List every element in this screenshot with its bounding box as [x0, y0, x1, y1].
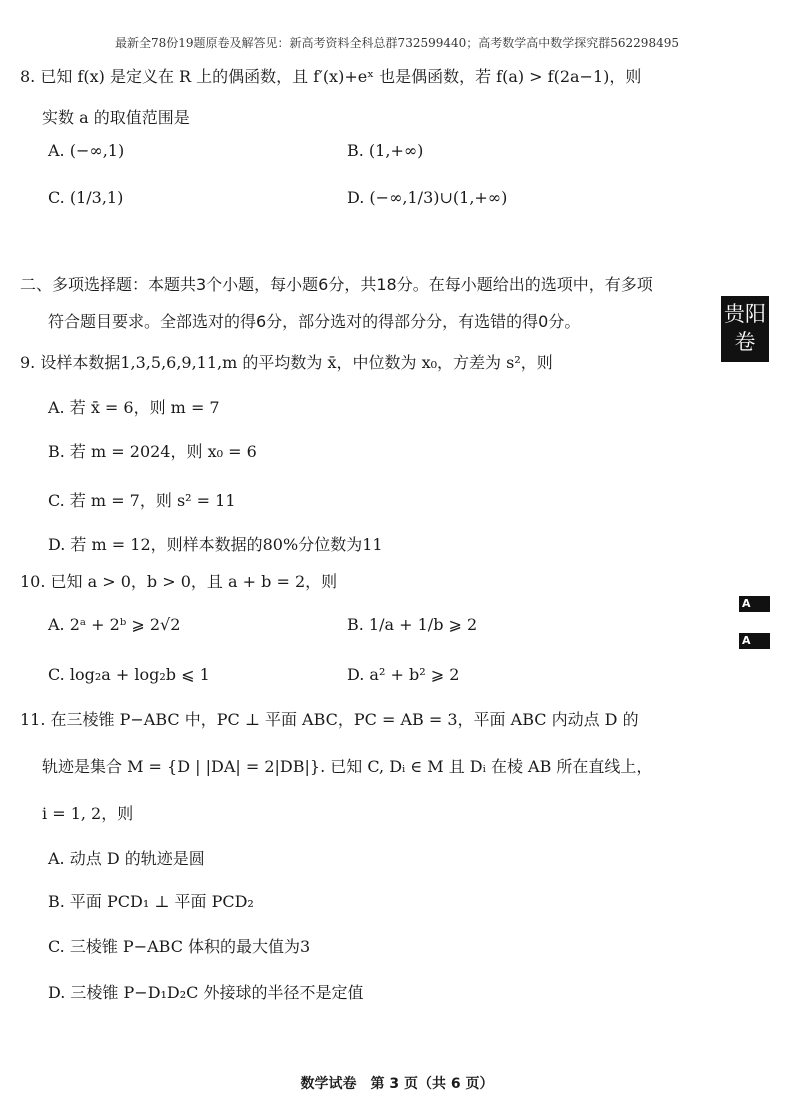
question-9-option-b: B. 若 m = 2024，则 x₀ = 6: [48, 442, 257, 461]
question-9-option-d: D. 若 m = 12，则样本数据的80%分位数为11: [48, 535, 383, 554]
page-header: 最新全78份19题原卷及解答见：新高考资料全科总群732599440；高考数学高中数学探究群562298495: [115, 36, 679, 50]
section-2-heading-line2: 符合题目要求。全部选对的得6分，部分选对的得部分分，有选错的得0分。: [48, 312, 581, 331]
question-11-stem-line3: i = 1, 2，则: [42, 804, 134, 823]
question-11-option-b: B. 平面 PCD₁ ⊥ 平面 PCD₂: [48, 892, 254, 911]
question-11-option-c: C. 三棱锥 P−ABC 体积的最大值为3: [48, 937, 311, 956]
side-mark-2: A: [739, 633, 770, 649]
question-10-option-d: D. a² + b² ⩾ 2: [347, 665, 460, 684]
region-tab-line2: 卷: [734, 330, 756, 354]
region-tab: [721, 296, 769, 362]
question-9-option-a: A. 若 x̄ = 6，则 m = 7: [48, 398, 220, 417]
question-8-option-b: B. (1,+∞): [347, 141, 424, 160]
question-11-option-d: D. 三棱锥 P−D₁D₂C 外接球的半径不是定值: [48, 983, 364, 1002]
question-11-stem-line2: 轨迹是集合 M = {D | |DA| = 2|DB|}. 已知 C, Dᵢ ∈ M 且 Dᵢ 在棱 AB 所在直线上，: [42, 757, 653, 776]
question-11-option-a: A. 动点 D 的轨迹是圆: [48, 849, 205, 868]
section-2-heading-line1: 二、多项选择题：本题共3个小题，每小题6分，共18分。在每小题给出的选项中，有多项: [20, 275, 653, 294]
question-10-option-b: B. 1/a + 1/b ⩾ 2: [347, 615, 478, 634]
question-8-option-a: A. (−∞,1): [48, 141, 125, 160]
question-8-option-c: C. (1/3,1): [48, 188, 124, 207]
question-10-stem: 10. 已知 a > 0，b > 0，且 a + b = 2，则: [20, 572, 338, 591]
question-10-option-c: C. log₂a + log₂b ⩽ 1: [48, 665, 210, 684]
question-8-stem-line1: 8. 已知 f(x) 是定义在 R 上的偶函数，且 f′(x)+eˣ 也是偶函数，若 f(a) > f(2a−1)，则: [20, 67, 642, 86]
side-mark-1: A: [739, 596, 770, 612]
page-footer: 数学试卷 第 3 页（共 6 页）: [300, 1076, 494, 1092]
region-tab-line1: 贵阳: [724, 302, 766, 326]
question-8-stem-line2: 实数 a 的取值范围是: [42, 108, 190, 127]
question-10-option-a: A. 2ᵃ + 2ᵇ ⩾ 2√2: [48, 615, 181, 634]
question-9-option-c: C. 若 m = 7，则 s² = 11: [48, 491, 236, 510]
question-9-stem: 9. 设样本数据1,3,5,6,9,11,m 的平均数为 x̄，中位数为 x₀，方差为 s²，则: [20, 353, 553, 372]
question-11-stem-line1: 11. 在三棱锥 P−ABC 中，PC ⊥ 平面 ABC，PC = AB = 3，平面 ABC 内动点 D 的: [20, 710, 639, 729]
question-8-option-d: D. (−∞,1/3)∪(1,+∞): [347, 188, 508, 207]
